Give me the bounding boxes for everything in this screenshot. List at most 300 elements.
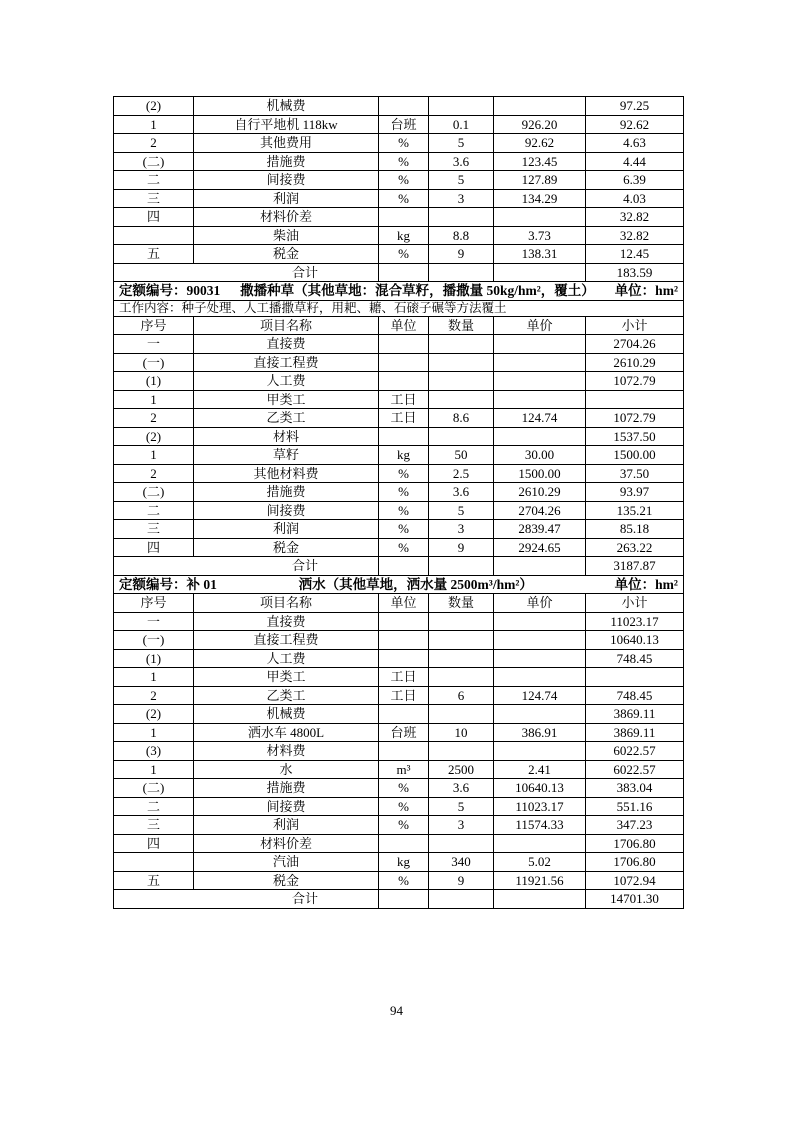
table-row — [114, 152, 684, 171]
cell-unit: % — [379, 464, 429, 483]
cell-unit: % — [379, 483, 429, 502]
cell-name: 直接工程费 — [194, 353, 379, 372]
cell-subtotal: 1706.80 — [586, 853, 684, 872]
cell-price — [494, 263, 586, 282]
cell-seq: 五 — [114, 871, 194, 890]
cell-unit: % — [379, 538, 429, 557]
cell-subtotal: 135.21 — [586, 501, 684, 520]
table-row — [114, 686, 684, 705]
cell-qty: 9 — [429, 871, 494, 890]
table-row — [114, 742, 684, 761]
cell-unit — [379, 649, 429, 668]
cell-price: 386.91 — [494, 723, 586, 742]
cell-qty — [429, 834, 494, 853]
cell-qty: 3.6 — [429, 779, 494, 798]
cell-price — [494, 834, 586, 853]
cell-subtotal: 6.39 — [586, 171, 684, 190]
cell-name: 人工费 — [194, 372, 379, 391]
cell-subtotal: 2704.26 — [586, 335, 684, 354]
cell-price: 11023.17 — [494, 797, 586, 816]
cell-subtotal: 92.62 — [586, 115, 684, 134]
cell-seq: (一) — [114, 353, 194, 372]
quota-cost-table — [113, 96, 684, 909]
cell-name: 乙类工 — [194, 686, 379, 705]
cell-subtotal: 97.25 — [586, 97, 684, 116]
cell-price: 124.74 — [494, 409, 586, 428]
column-header: 小计 — [586, 594, 684, 613]
cell-unit — [379, 335, 429, 354]
quota-header-row — [114, 575, 684, 594]
cell-subtotal: 1072.79 — [586, 372, 684, 391]
cell-price: 1500.00 — [494, 464, 586, 483]
table-row — [114, 520, 684, 539]
cell-subtotal: 6022.57 — [586, 742, 684, 761]
table-row — [114, 871, 684, 890]
cell-name: 措施费 — [194, 779, 379, 798]
cell-unit — [379, 353, 429, 372]
cell-seq: (3) — [114, 742, 194, 761]
table-row — [114, 705, 684, 724]
table-row — [114, 427, 684, 446]
cell-qty — [429, 427, 494, 446]
table-row — [114, 538, 684, 557]
table-row — [114, 446, 684, 465]
cell-name: 甲类工 — [194, 668, 379, 687]
cell-qty: 9 — [429, 245, 494, 264]
cell-seq: 四 — [114, 538, 194, 557]
cell-seq: 三 — [114, 520, 194, 539]
cell-name: 税金 — [194, 871, 379, 890]
cell-qty — [429, 372, 494, 391]
cell-unit: kg — [379, 226, 429, 245]
cell-price: 11921.56 — [494, 871, 586, 890]
cell-unit: % — [379, 816, 429, 835]
total-row — [114, 890, 684, 909]
cell-price: 2839.47 — [494, 520, 586, 539]
cell-subtotal: 11023.17 — [586, 612, 684, 631]
cell-name: 其他材料费 — [194, 464, 379, 483]
cell-name: 其他费用 — [194, 134, 379, 153]
cell-subtotal: 93.97 — [586, 483, 684, 502]
cell-seq — [114, 226, 194, 245]
cell-seq: 1 — [114, 390, 194, 409]
table-row — [114, 390, 684, 409]
cell-name: 措施费 — [194, 152, 379, 171]
quota-unit: 单位：hm² — [614, 576, 678, 592]
cell-name: 草籽 — [194, 446, 379, 465]
column-header: 项目名称 — [194, 594, 379, 613]
table-row — [114, 189, 684, 208]
column-header-row — [114, 316, 684, 335]
cell-seq: 2 — [114, 686, 194, 705]
cell-name: 机械费 — [194, 97, 379, 116]
table-row — [114, 464, 684, 483]
cell-subtotal: 3869.11 — [586, 705, 684, 724]
quota-header-line — [119, 576, 678, 593]
cell-qty — [429, 557, 494, 576]
cell-name: 材料价差 — [194, 834, 379, 853]
column-header: 项目名称 — [194, 316, 379, 335]
column-header: 数量 — [429, 316, 494, 335]
cell-seq: (1) — [114, 372, 194, 391]
total-row — [114, 263, 684, 282]
cell-seq: 四 — [114, 208, 194, 227]
cell-seq: 1 — [114, 723, 194, 742]
cell-seq: 一 — [114, 612, 194, 631]
cell-seq: 1 — [114, 446, 194, 465]
cell-seq: 二 — [114, 171, 194, 190]
cell-qty: 10 — [429, 723, 494, 742]
cell-subtotal — [586, 668, 684, 687]
cell-seq: 三 — [114, 816, 194, 835]
cell-name: 措施费 — [194, 483, 379, 502]
cell-unit: % — [379, 245, 429, 264]
cell-price — [494, 97, 586, 116]
cell-price: 10640.13 — [494, 779, 586, 798]
cell-price — [494, 890, 586, 909]
table-row — [114, 668, 684, 687]
cell-qty: 5 — [429, 797, 494, 816]
cell-unit — [379, 557, 429, 576]
work-content: 工作内容：种子处理、人工播撒草籽，用耙、耱、石磙子碾等方法覆土 — [114, 300, 684, 316]
total-label: 合计 — [114, 890, 379, 909]
cell-qty — [429, 97, 494, 116]
cell-subtotal: 1537.50 — [586, 427, 684, 446]
cell-price: 2704.26 — [494, 501, 586, 520]
column-header: 序号 — [114, 594, 194, 613]
cell-seq: (2) — [114, 705, 194, 724]
cell-price — [494, 353, 586, 372]
cell-name: 水 — [194, 760, 379, 779]
page-number: 94 — [390, 1003, 403, 1018]
table-row — [114, 483, 684, 502]
cell-qty — [429, 668, 494, 687]
cell-unit — [379, 612, 429, 631]
table-row — [114, 245, 684, 264]
cell-unit: 台班 — [379, 723, 429, 742]
cell-price: 926.20 — [494, 115, 586, 134]
cell-unit: % — [379, 152, 429, 171]
cell-qty: 8.8 — [429, 226, 494, 245]
cell-name: 汽油 — [194, 853, 379, 872]
cell-qty: 6 — [429, 686, 494, 705]
cell-qty: 8.6 — [429, 409, 494, 428]
cell-qty — [429, 353, 494, 372]
cell-name: 乙类工 — [194, 409, 379, 428]
cell-price: 138.31 — [494, 245, 586, 264]
cell-qty — [429, 890, 494, 909]
cell-subtotal: 2610.29 — [586, 353, 684, 372]
table-row — [114, 612, 684, 631]
cell-seq: 1 — [114, 760, 194, 779]
cell-unit — [379, 372, 429, 391]
cell-unit: 工日 — [379, 409, 429, 428]
quota-title: 撒播种草（其他草地：混合草籽，播撒量 50kg/hm²，覆土） — [240, 283, 595, 299]
quota-header-line — [119, 282, 678, 299]
quota-header-row — [114, 282, 684, 301]
column-header: 数量 — [429, 594, 494, 613]
cell-name: 洒水车 4800L — [194, 723, 379, 742]
cell-qty: 2.5 — [429, 464, 494, 483]
cell-seq: 1 — [114, 115, 194, 134]
cell-subtotal: 32.82 — [586, 208, 684, 227]
table-row — [114, 335, 684, 354]
cell-name: 间接费 — [194, 501, 379, 520]
cell-subtotal: 14701.30 — [586, 890, 684, 909]
table-row — [114, 723, 684, 742]
quota-code: 定额编号：90031 — [119, 283, 221, 299]
total-label: 合计 — [114, 557, 379, 576]
cell-seq: 2 — [114, 464, 194, 483]
table-row — [114, 649, 684, 668]
table-row — [114, 797, 684, 816]
table-row — [114, 115, 684, 134]
quota-header — [114, 282, 684, 301]
document-sheet — [113, 96, 684, 909]
cell-qty: 0.1 — [429, 115, 494, 134]
cell-seq: (2) — [114, 427, 194, 446]
quota-code: 定额编号：补 01 — [119, 576, 217, 592]
cell-qty: 340 — [429, 853, 494, 872]
cell-name: 利润 — [194, 520, 379, 539]
cell-name: 间接费 — [194, 797, 379, 816]
cell-unit — [379, 208, 429, 227]
table-row — [114, 853, 684, 872]
cell-seq: 1 — [114, 668, 194, 687]
cell-price: 127.89 — [494, 171, 586, 190]
cell-name: 间接费 — [194, 171, 379, 190]
cell-name: 税金 — [194, 538, 379, 557]
cell-subtotal: 4.63 — [586, 134, 684, 153]
cell-unit: 工日 — [379, 686, 429, 705]
cell-subtotal: 12.45 — [586, 245, 684, 264]
cell-subtotal: 10640.13 — [586, 631, 684, 650]
cell-seq: 二 — [114, 797, 194, 816]
cell-price — [494, 427, 586, 446]
cell-qty: 3.6 — [429, 483, 494, 502]
column-header: 单位 — [379, 594, 429, 613]
quota-header — [114, 575, 684, 594]
cell-unit: % — [379, 871, 429, 890]
cell-unit — [379, 97, 429, 116]
cell-qty — [429, 612, 494, 631]
column-header: 单位 — [379, 316, 429, 335]
cell-unit — [379, 890, 429, 909]
cell-name: 材料价差 — [194, 208, 379, 227]
cell-price — [494, 668, 586, 687]
cell-name: 材料费 — [194, 742, 379, 761]
cell-seq: 三 — [114, 189, 194, 208]
cell-seq: (2) — [114, 97, 194, 116]
cell-subtotal — [586, 390, 684, 409]
column-header: 单价 — [494, 316, 586, 335]
quota-unit: 单位：hm² — [614, 283, 678, 299]
cell-unit: % — [379, 797, 429, 816]
cell-subtotal: 3187.87 — [586, 557, 684, 576]
table-row — [114, 760, 684, 779]
cell-subtotal: 4.03 — [586, 189, 684, 208]
cell-price — [494, 557, 586, 576]
column-header: 小计 — [586, 316, 684, 335]
cell-name: 柴油 — [194, 226, 379, 245]
cell-price — [494, 649, 586, 668]
cell-qty: 9 — [429, 538, 494, 557]
table-row — [114, 171, 684, 190]
cell-price: 124.74 — [494, 686, 586, 705]
table-row — [114, 501, 684, 520]
cell-subtotal: 263.22 — [586, 538, 684, 557]
cell-seq: (1) — [114, 649, 194, 668]
cell-name: 自行平地机 118kw — [194, 115, 379, 134]
cell-subtotal: 37.50 — [586, 464, 684, 483]
cell-qty — [429, 631, 494, 650]
cell-qty: 5 — [429, 171, 494, 190]
table-row — [114, 631, 684, 650]
cell-subtotal: 551.16 — [586, 797, 684, 816]
cell-price: 30.00 — [494, 446, 586, 465]
cell-unit — [379, 631, 429, 650]
cell-qty: 3.6 — [429, 152, 494, 171]
cell-price: 2610.29 — [494, 483, 586, 502]
cell-seq: (二) — [114, 483, 194, 502]
cell-subtotal: 383.04 — [586, 779, 684, 798]
cell-qty: 5 — [429, 501, 494, 520]
cell-seq: 2 — [114, 409, 194, 428]
cell-price: 11574.33 — [494, 816, 586, 835]
cell-subtotal: 1500.00 — [586, 446, 684, 465]
cell-unit — [379, 742, 429, 761]
cell-price: 123.45 — [494, 152, 586, 171]
cell-unit — [379, 427, 429, 446]
total-label: 合计 — [114, 263, 379, 282]
total-row — [114, 557, 684, 576]
table-row — [114, 779, 684, 798]
cell-seq: 一 — [114, 335, 194, 354]
cell-qty: 2500 — [429, 760, 494, 779]
table-row — [114, 134, 684, 153]
cell-unit — [379, 834, 429, 853]
cell-price: 2.41 — [494, 760, 586, 779]
cell-name: 直接费 — [194, 335, 379, 354]
cell-unit — [379, 263, 429, 282]
cell-price — [494, 705, 586, 724]
table-row — [114, 372, 684, 391]
cell-qty: 3 — [429, 189, 494, 208]
cell-seq: (一) — [114, 631, 194, 650]
cell-price — [494, 372, 586, 391]
table-row — [114, 816, 684, 835]
cell-qty — [429, 390, 494, 409]
cell-qty — [429, 705, 494, 724]
quota-title: 洒水（其他草地，洒水量 2500m³/hm²） — [298, 576, 533, 592]
cell-unit: m³ — [379, 760, 429, 779]
work-content-row — [114, 300, 684, 316]
cell-subtotal: 85.18 — [586, 520, 684, 539]
cell-unit: % — [379, 171, 429, 190]
column-header: 单价 — [494, 594, 586, 613]
cell-unit: % — [379, 134, 429, 153]
cell-name: 利润 — [194, 816, 379, 835]
cell-name: 直接费 — [194, 612, 379, 631]
cell-qty: 50 — [429, 446, 494, 465]
cell-subtotal: 748.45 — [586, 686, 684, 705]
cell-subtotal: 32.82 — [586, 226, 684, 245]
cell-price — [494, 208, 586, 227]
cell-qty: 3 — [429, 816, 494, 835]
cell-qty — [429, 335, 494, 354]
cell-unit: 工日 — [379, 668, 429, 687]
cell-price: 3.73 — [494, 226, 586, 245]
table-row — [114, 97, 684, 116]
cell-seq: 二 — [114, 501, 194, 520]
cell-unit: % — [379, 779, 429, 798]
cell-seq: 四 — [114, 834, 194, 853]
cell-name: 甲类工 — [194, 390, 379, 409]
cell-name: 利润 — [194, 189, 379, 208]
cell-unit: % — [379, 520, 429, 539]
cell-qty — [429, 208, 494, 227]
cell-unit: kg — [379, 853, 429, 872]
cell-price — [494, 631, 586, 650]
cell-subtotal: 3869.11 — [586, 723, 684, 742]
cell-unit: 台班 — [379, 115, 429, 134]
cell-name: 机械费 — [194, 705, 379, 724]
table-row — [114, 226, 684, 245]
cell-price — [494, 390, 586, 409]
cell-subtotal: 1706.80 — [586, 834, 684, 853]
cell-unit: % — [379, 189, 429, 208]
cell-unit: 工日 — [379, 390, 429, 409]
cell-subtotal: 1072.79 — [586, 409, 684, 428]
cell-price: 134.29 — [494, 189, 586, 208]
cell-seq: (二) — [114, 779, 194, 798]
table-row — [114, 409, 684, 428]
cell-price — [494, 742, 586, 761]
cell-qty — [429, 649, 494, 668]
cell-seq — [114, 853, 194, 872]
cell-subtotal: 183.59 — [586, 263, 684, 282]
cell-name: 人工费 — [194, 649, 379, 668]
cell-subtotal: 1072.94 — [586, 871, 684, 890]
table-row — [114, 208, 684, 227]
cell-unit: kg — [379, 446, 429, 465]
cell-unit: % — [379, 501, 429, 520]
cell-price: 92.62 — [494, 134, 586, 153]
cell-seq: 五 — [114, 245, 194, 264]
cell-subtotal: 347.23 — [586, 816, 684, 835]
cell-price — [494, 612, 586, 631]
cell-name: 税金 — [194, 245, 379, 264]
cell-name: 直接工程费 — [194, 631, 379, 650]
cell-qty — [429, 263, 494, 282]
cell-price: 5.02 — [494, 853, 586, 872]
column-header-row — [114, 594, 684, 613]
table-row — [114, 834, 684, 853]
cell-seq: (二) — [114, 152, 194, 171]
cell-seq: 2 — [114, 134, 194, 153]
cell-unit — [379, 705, 429, 724]
cell-qty: 3 — [429, 520, 494, 539]
cell-subtotal: 748.45 — [586, 649, 684, 668]
table-row — [114, 353, 684, 372]
cell-subtotal: 4.44 — [586, 152, 684, 171]
cell-price: 2924.65 — [494, 538, 586, 557]
column-header: 序号 — [114, 316, 194, 335]
cell-subtotal: 6022.57 — [586, 760, 684, 779]
cell-name: 材料 — [194, 427, 379, 446]
cell-qty: 5 — [429, 134, 494, 153]
cell-qty — [429, 742, 494, 761]
